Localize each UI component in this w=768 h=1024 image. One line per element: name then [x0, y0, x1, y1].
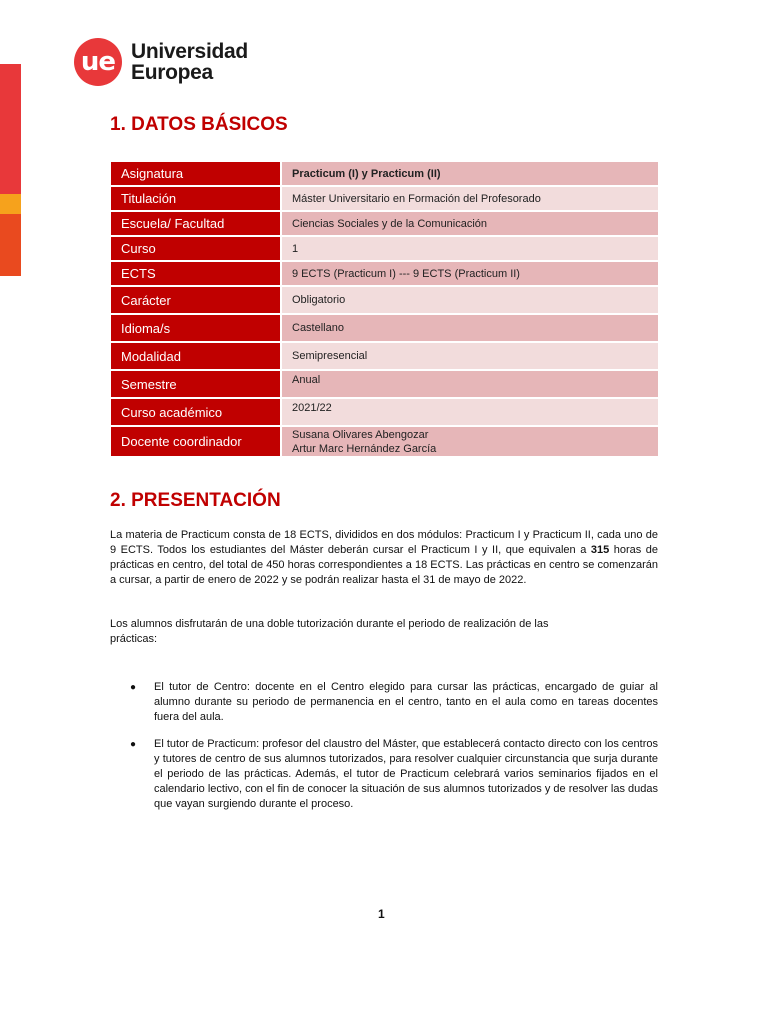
- page-number: 1: [378, 907, 385, 921]
- bullet-list-1: [130, 680, 658, 725]
- side-accent-red-lower: [0, 214, 21, 276]
- logo-line-1: Universidad: [131, 40, 248, 63]
- tutoring-paragraph: Los alumnos disfrutarán de una doble tutorización durante el periodo de realización de las prácticas:: [110, 618, 549, 645]
- intro-text-b: horas de prácticas en centro, del total de 450 horas correspondientes a 18 ECTS. Las prácticas en centro se comenzarán a cursar, a partir de enero de 2022 y se podrán realizar hasta el 31 de mayo de 2022.: [110, 544, 658, 586]
- university-logo: [74, 38, 248, 86]
- bullet-text: El tutor de Practicum: profesor del claustro del Máster, que establecerá contacto directo con los centros y tutores de centro de sus alumnos tutorizados, para resolver cualquier circunstancia que surja durante el periodo de las prácticas. Además, el tutor de Practicum celebrará varios seminarios fijados en el calendario lectivo, con el fin de conocer la situación de sus alumnos tutorizados y de resolver las dudas que vayan surgiendo durante el proceso.: [154, 738, 658, 810]
- table-row: [111, 399, 658, 425]
- logo-wordmark: [131, 41, 248, 83]
- row-value: Practicum (I) y Practicum (II): [282, 162, 658, 185]
- side-accent-red: [0, 64, 21, 194]
- basic-data-table: [109, 160, 660, 458]
- row-label: ECTS: [111, 262, 280, 285]
- row-value: Semipresencial: [282, 343, 658, 369]
- row-label: Curso: [111, 237, 280, 260]
- bullet-list-2: [130, 737, 658, 812]
- row-label: Docente coordinador: [111, 427, 280, 456]
- bullet-icon: ●: [130, 739, 137, 750]
- table-row: [111, 427, 658, 456]
- row-value: Castellano: [282, 315, 658, 341]
- bullet-icon: ●: [130, 682, 137, 693]
- row-label: Escuela/ Facultad: [111, 212, 280, 235]
- table-row: [111, 162, 658, 185]
- row-label: Semestre: [111, 371, 280, 397]
- row-value: 9 ECTS (Practicum I) --- 9 ECTS (Practicum II): [282, 262, 658, 285]
- section-title-datos-basicos: 1. DATOS BÁSICOS: [110, 114, 288, 135]
- logo-line-2: Europea: [131, 61, 213, 84]
- list-item: [130, 737, 658, 812]
- row-value: 2021/22: [282, 399, 658, 425]
- table-row: [111, 287, 658, 313]
- table-row: [111, 343, 658, 369]
- row-label: Titulación: [111, 187, 280, 210]
- row-label: Asignatura: [111, 162, 280, 185]
- coordinator-name-2: Artur Marc Hernández García: [292, 442, 437, 455]
- row-value: Anual: [282, 371, 658, 397]
- table-row: [111, 212, 658, 235]
- table-row: [111, 237, 658, 260]
- row-label: Modalidad: [111, 343, 280, 369]
- table-row: [111, 315, 658, 341]
- table-row: [111, 262, 658, 285]
- row-label: Idioma/s: [111, 315, 280, 341]
- section-title-presentacion: 2. PRESENTACIÓN: [110, 490, 281, 511]
- row-value: Máster Universitario en Formación del Profesorado: [282, 187, 658, 210]
- table-row: [111, 187, 658, 210]
- intro-paragraph: [110, 528, 658, 588]
- intro-text-a: La materia de Practicum consta de 18 ECTS, divididos en dos módulos: Practicum I y Practicum II, cada uno de 9 ECTS. Todos los estudiantes del Máster deberán cursar el Practicum I y II, que equivalen a: [110, 529, 658, 556]
- bullet-text: El tutor de Centro: docente en el Centro elegido para cursar las prácticas, encargado de guiar al alumno durante su periodo de permanencia en el centro, tanto en el aula como en tareas docentes fuera del aula.: [154, 681, 658, 723]
- list-item: [130, 680, 658, 725]
- row-value: Ciencias Sociales y de la Comunicación: [282, 212, 658, 235]
- ue-logo-icon: ue: [74, 38, 122, 86]
- row-value: [282, 427, 658, 456]
- intro-hours-bold: 315: [590, 544, 610, 556]
- coordinator-name-1: Susana Olivares Abengozar: [292, 428, 429, 441]
- row-value: Obligatorio: [282, 287, 658, 313]
- row-label: Curso académico: [111, 399, 280, 425]
- row-value: 1: [282, 237, 658, 260]
- table-row: [111, 371, 658, 397]
- row-label: Carácter: [111, 287, 280, 313]
- side-accent-orange: [0, 194, 21, 214]
